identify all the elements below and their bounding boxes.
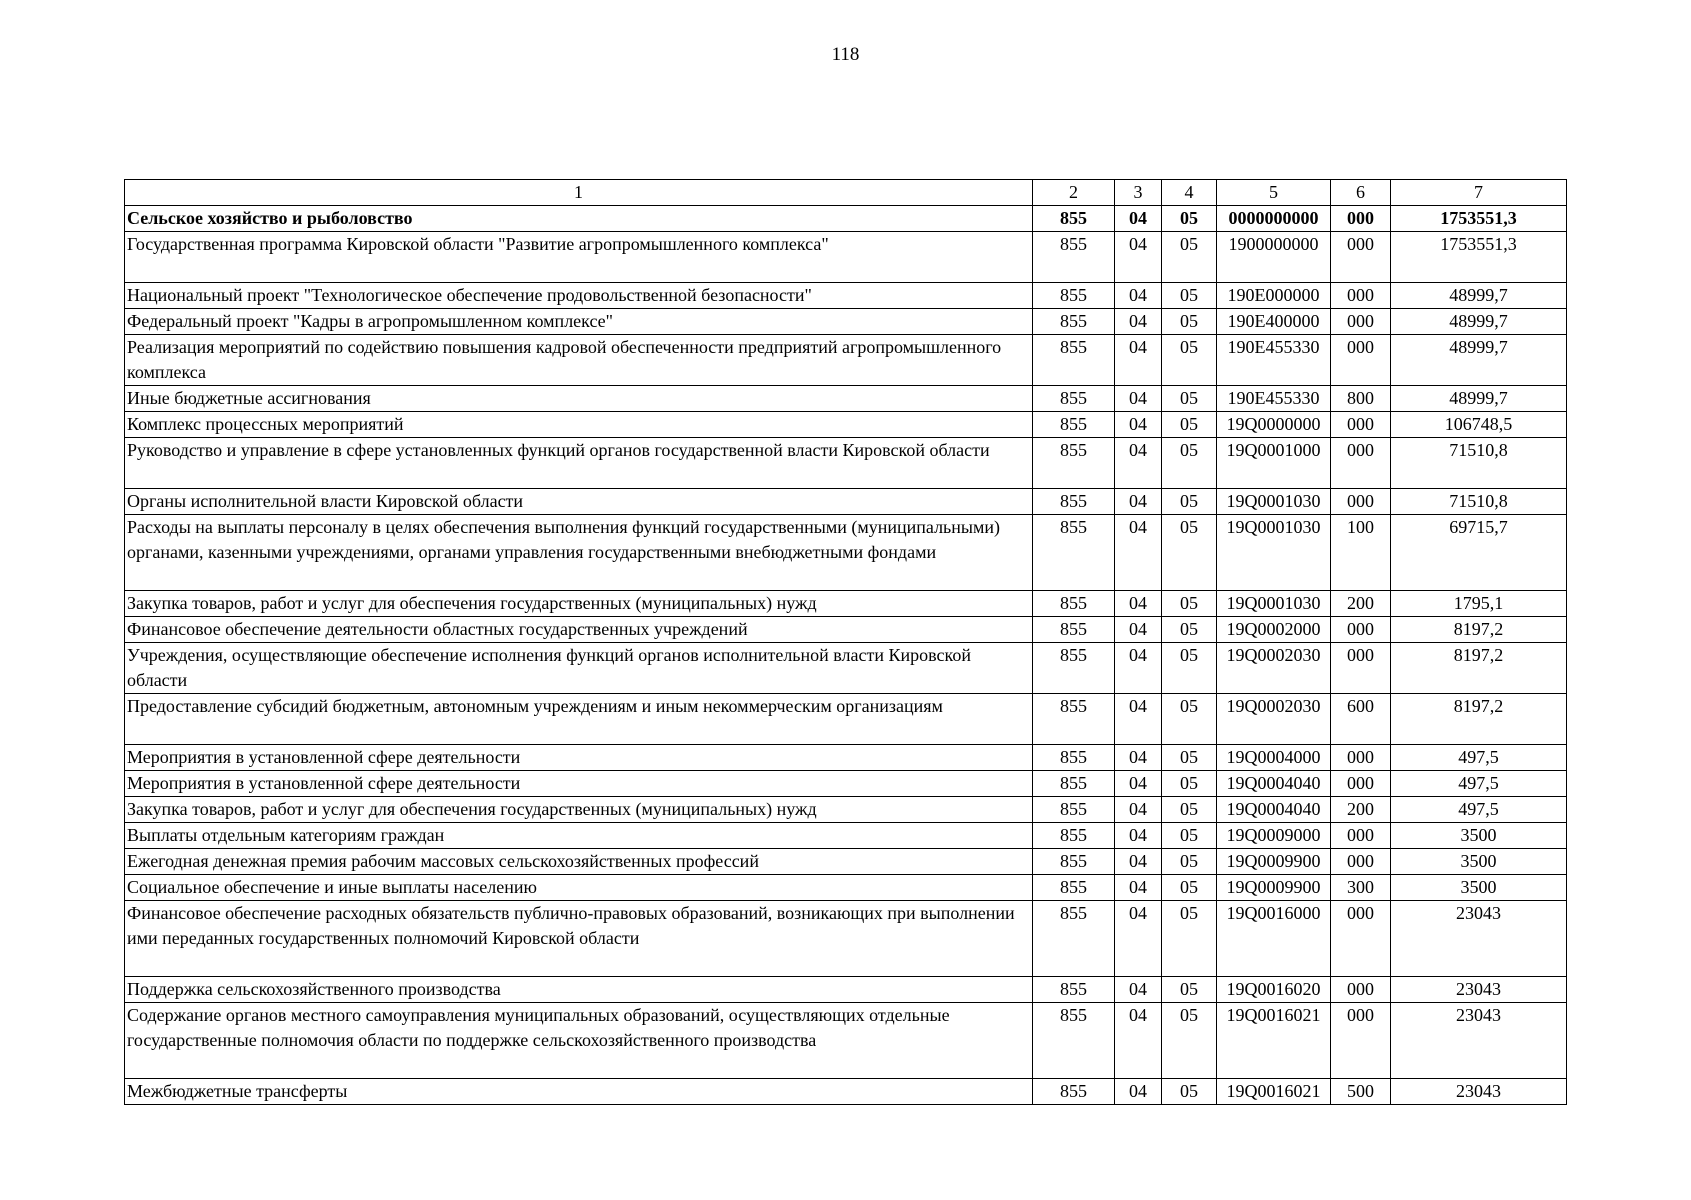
table-row	[125, 849, 1567, 875]
table-row	[125, 745, 1567, 771]
row-target-code: 19Q0002030	[1217, 643, 1331, 694]
row-target-code: 19Q0001000	[1217, 438, 1331, 489]
row-name: Мероприятия в установленной сфере деятельности	[125, 771, 1033, 797]
table-row	[125, 694, 1567, 745]
table-row	[125, 232, 1567, 283]
row-section-code: 04	[1115, 977, 1162, 1003]
row-expense-type-code: 300	[1331, 875, 1391, 901]
row-amount: 3500	[1391, 849, 1567, 875]
row-expense-type-code: 000	[1331, 771, 1391, 797]
row-ministry-code: 855	[1033, 977, 1115, 1003]
row-amount: 71510,8	[1391, 489, 1567, 515]
row-amount: 23043	[1391, 1003, 1567, 1079]
row-subsection-code: 05	[1162, 1079, 1217, 1105]
row-target-code: 19Q0016020	[1217, 977, 1331, 1003]
row-ministry-code: 855	[1033, 309, 1115, 335]
row-subsection-code: 05	[1162, 515, 1217, 591]
row-target-code: 1900000000	[1217, 232, 1331, 283]
row-subsection-code: 05	[1162, 232, 1217, 283]
table-row	[125, 412, 1567, 438]
row-expense-type-code: 000	[1331, 335, 1391, 386]
table-row	[125, 901, 1567, 977]
table-row	[125, 1003, 1567, 1079]
row-name: Учреждения, осуществляющие обеспечение исполнения функций органов исполнительной власти Кировской области	[125, 643, 1033, 694]
row-subsection-code: 05	[1162, 643, 1217, 694]
table-row	[125, 591, 1567, 617]
row-subsection-code: 05	[1162, 206, 1217, 232]
row-section-code: 04	[1115, 771, 1162, 797]
row-target-code: 19Q0009900	[1217, 849, 1331, 875]
table-row	[125, 1079, 1567, 1105]
row-target-code: 190E455330	[1217, 335, 1331, 386]
row-ministry-code: 855	[1033, 849, 1115, 875]
header-col-4: 4	[1162, 180, 1217, 206]
row-target-code: 190E000000	[1217, 283, 1331, 309]
row-subsection-code: 05	[1162, 771, 1217, 797]
row-ministry-code: 855	[1033, 643, 1115, 694]
row-target-code: 190E400000	[1217, 309, 1331, 335]
row-expense-type-code: 000	[1331, 901, 1391, 977]
row-expense-type-code: 000	[1331, 438, 1391, 489]
row-ministry-code: 855	[1033, 875, 1115, 901]
row-section-code: 04	[1115, 283, 1162, 309]
budget-table	[124, 179, 1567, 1105]
row-target-code: 19Q0004040	[1217, 771, 1331, 797]
row-ministry-code: 855	[1033, 901, 1115, 977]
row-name: Закупка товаров, работ и услуг для обеспечения государственных (муниципальных) нужд	[125, 797, 1033, 823]
row-target-code: 19Q0000000	[1217, 412, 1331, 438]
row-subsection-code: 05	[1162, 849, 1217, 875]
page-number: 118	[831, 44, 860, 65]
row-expense-type-code: 200	[1331, 591, 1391, 617]
table-row	[125, 335, 1567, 386]
row-section-code: 04	[1115, 309, 1162, 335]
header-col-5: 5	[1217, 180, 1331, 206]
table-row	[125, 797, 1567, 823]
row-expense-type-code: 100	[1331, 515, 1391, 591]
row-ministry-code: 855	[1033, 515, 1115, 591]
row-section-code: 04	[1115, 206, 1162, 232]
row-name: Предоставление субсидий бюджетным, автономным учреждениям и иным некоммерческим организациям	[125, 694, 1033, 745]
row-amount: 497,5	[1391, 745, 1567, 771]
row-ministry-code: 855	[1033, 412, 1115, 438]
row-section-code: 04	[1115, 412, 1162, 438]
row-name: Реализация мероприятий по содействию повышения кадровой обеспеченности предприятий агропромышленного комплекса	[125, 335, 1033, 386]
row-ministry-code: 855	[1033, 617, 1115, 643]
row-target-code: 19Q0001030	[1217, 515, 1331, 591]
row-section-code: 04	[1115, 875, 1162, 901]
row-section-code: 04	[1115, 1003, 1162, 1079]
row-subsection-code: 05	[1162, 1003, 1217, 1079]
row-ministry-code: 855	[1033, 797, 1115, 823]
row-expense-type-code: 000	[1331, 232, 1391, 283]
row-amount: 23043	[1391, 901, 1567, 977]
row-amount: 23043	[1391, 977, 1567, 1003]
row-ministry-code: 855	[1033, 335, 1115, 386]
row-name: Федеральный проект "Кадры в агропромышленном комплексе"	[125, 309, 1033, 335]
row-subsection-code: 05	[1162, 745, 1217, 771]
table-row	[125, 489, 1567, 515]
row-ministry-code: 855	[1033, 771, 1115, 797]
row-amount: 8197,2	[1391, 694, 1567, 745]
row-section-code: 04	[1115, 823, 1162, 849]
row-section-code: 04	[1115, 591, 1162, 617]
row-subsection-code: 05	[1162, 489, 1217, 515]
table-row	[125, 206, 1567, 232]
row-subsection-code: 05	[1162, 335, 1217, 386]
row-name: Иные бюджетные ассигнования	[125, 386, 1033, 412]
row-expense-type-code: 200	[1331, 797, 1391, 823]
row-name: Комплекс процессных мероприятий	[125, 412, 1033, 438]
row-ministry-code: 855	[1033, 1003, 1115, 1079]
row-section-code: 04	[1115, 232, 1162, 283]
table-row	[125, 283, 1567, 309]
row-section-code: 04	[1115, 643, 1162, 694]
row-expense-type-code: 000	[1331, 977, 1391, 1003]
table-row	[125, 617, 1567, 643]
row-expense-type-code: 800	[1331, 386, 1391, 412]
row-subsection-code: 05	[1162, 283, 1217, 309]
row-subsection-code: 05	[1162, 797, 1217, 823]
row-expense-type-code: 000	[1331, 1003, 1391, 1079]
row-target-code: 19Q0004000	[1217, 745, 1331, 771]
row-section-code: 04	[1115, 515, 1162, 591]
row-expense-type-code: 000	[1331, 823, 1391, 849]
row-subsection-code: 05	[1162, 977, 1217, 1003]
row-name: Национальный проект "Технологическое обеспечение продовольственной безопасности"	[125, 283, 1033, 309]
row-section-code: 04	[1115, 901, 1162, 977]
row-section-code: 04	[1115, 694, 1162, 745]
table-row	[125, 386, 1567, 412]
row-target-code: 19Q0009000	[1217, 823, 1331, 849]
table-row	[125, 643, 1567, 694]
row-expense-type-code: 000	[1331, 283, 1391, 309]
row-amount: 71510,8	[1391, 438, 1567, 489]
row-amount: 106748,5	[1391, 412, 1567, 438]
table-row	[125, 823, 1567, 849]
row-subsection-code: 05	[1162, 309, 1217, 335]
row-subsection-code: 05	[1162, 823, 1217, 849]
row-target-code: 19Q0002000	[1217, 617, 1331, 643]
row-expense-type-code: 000	[1331, 206, 1391, 232]
row-ministry-code: 855	[1033, 283, 1115, 309]
row-subsection-code: 05	[1162, 694, 1217, 745]
row-amount: 3500	[1391, 823, 1567, 849]
row-target-code: 19Q0001030	[1217, 591, 1331, 617]
row-expense-type-code: 500	[1331, 1079, 1391, 1105]
row-expense-type-code: 000	[1331, 617, 1391, 643]
row-amount: 1753551,3	[1391, 206, 1567, 232]
row-ministry-code: 855	[1033, 745, 1115, 771]
row-subsection-code: 05	[1162, 412, 1217, 438]
row-expense-type-code: 000	[1331, 412, 1391, 438]
row-name: Финансовое обеспечение расходных обязательств публично-правовых образований, возникающих при выполнении ими переданных государственных полномочий Кировской области	[125, 901, 1033, 977]
row-amount: 69715,7	[1391, 515, 1567, 591]
row-target-code: 190E455330	[1217, 386, 1331, 412]
row-amount: 497,5	[1391, 771, 1567, 797]
row-ministry-code: 855	[1033, 1079, 1115, 1105]
row-name: Социальное обеспечение и иные выплаты населению	[125, 875, 1033, 901]
row-section-code: 04	[1115, 617, 1162, 643]
row-name: Финансовое обеспечение деятельности областных государственных учреждений	[125, 617, 1033, 643]
header-col-3: 3	[1115, 180, 1162, 206]
header-row	[125, 180, 1567, 206]
row-name: Выплаты отдельным категориям граждан	[125, 823, 1033, 849]
row-target-code: 19Q0009900	[1217, 875, 1331, 901]
row-expense-type-code: 000	[1331, 745, 1391, 771]
row-section-code: 04	[1115, 489, 1162, 515]
row-ministry-code: 855	[1033, 206, 1115, 232]
row-expense-type-code: 000	[1331, 489, 1391, 515]
row-amount: 23043	[1391, 1079, 1567, 1105]
table-row	[125, 875, 1567, 901]
row-name: Государственная программа Кировской области "Развитие агропромышленного комплекса"	[125, 232, 1033, 283]
row-name: Содержание органов местного самоуправления муниципальных образований, осуществляющих отдельные государственные полномочия области по поддержке сельскохозяйственного производства	[125, 1003, 1033, 1079]
row-subsection-code: 05	[1162, 591, 1217, 617]
row-target-code: 19Q0004040	[1217, 797, 1331, 823]
row-section-code: 04	[1115, 797, 1162, 823]
row-ministry-code: 855	[1033, 438, 1115, 489]
row-subsection-code: 05	[1162, 617, 1217, 643]
table-row	[125, 977, 1567, 1003]
row-amount: 48999,7	[1391, 283, 1567, 309]
row-target-code: 19Q0016000	[1217, 901, 1331, 977]
row-section-code: 04	[1115, 849, 1162, 875]
row-target-code: 0000000000	[1217, 206, 1331, 232]
header-col-2: 2	[1033, 180, 1115, 206]
header-col-6: 6	[1331, 180, 1391, 206]
row-amount: 3500	[1391, 875, 1567, 901]
row-target-code: 19Q0001030	[1217, 489, 1331, 515]
row-ministry-code: 855	[1033, 823, 1115, 849]
row-section-code: 04	[1115, 335, 1162, 386]
row-amount: 48999,7	[1391, 335, 1567, 386]
row-target-code: 19Q0016021	[1217, 1079, 1331, 1105]
row-amount: 8197,2	[1391, 617, 1567, 643]
row-name: Закупка товаров, работ и услуг для обеспечения государственных (муниципальных) нужд	[125, 591, 1033, 617]
header-col-1: 1	[125, 180, 1033, 206]
table-row	[125, 771, 1567, 797]
row-name: Органы исполнительной власти Кировской области	[125, 489, 1033, 515]
row-name: Ежегодная денежная премия рабочим массовых сельскохозяйственных профессий	[125, 849, 1033, 875]
table-row	[125, 438, 1567, 489]
row-target-code: 19Q0016021	[1217, 1003, 1331, 1079]
row-section-code: 04	[1115, 386, 1162, 412]
row-amount: 48999,7	[1391, 309, 1567, 335]
row-name: Мероприятия в установленной сфере деятельности	[125, 745, 1033, 771]
table-body	[125, 206, 1567, 1105]
header-col-7: 7	[1391, 180, 1567, 206]
row-ministry-code: 855	[1033, 694, 1115, 745]
row-expense-type-code: 000	[1331, 643, 1391, 694]
row-name: Руководство и управление в сфере установленных функций органов государственной власти Кировской области	[125, 438, 1033, 489]
row-target-code: 19Q0002030	[1217, 694, 1331, 745]
row-ministry-code: 855	[1033, 489, 1115, 515]
row-amount: 1753551,3	[1391, 232, 1567, 283]
row-section-code: 04	[1115, 745, 1162, 771]
row-name: Поддержка сельскохозяйственного производства	[125, 977, 1033, 1003]
row-subsection-code: 05	[1162, 386, 1217, 412]
row-subsection-code: 05	[1162, 901, 1217, 977]
row-name: Расходы на выплаты персоналу в целях обеспечения выполнения функций государственными (муниципальными) органами, казенными учреждениями, органами управления государственными внебюджетными фондами	[125, 515, 1033, 591]
row-ministry-code: 855	[1033, 591, 1115, 617]
row-amount: 8197,2	[1391, 643, 1567, 694]
row-subsection-code: 05	[1162, 438, 1217, 489]
row-section-code: 04	[1115, 1079, 1162, 1105]
row-expense-type-code: 000	[1331, 849, 1391, 875]
row-amount: 497,5	[1391, 797, 1567, 823]
row-expense-type-code: 000	[1331, 309, 1391, 335]
row-amount: 1795,1	[1391, 591, 1567, 617]
row-ministry-code: 855	[1033, 232, 1115, 283]
row-expense-type-code: 600	[1331, 694, 1391, 745]
row-amount: 48999,7	[1391, 386, 1567, 412]
row-ministry-code: 855	[1033, 386, 1115, 412]
table-row	[125, 309, 1567, 335]
row-subsection-code: 05	[1162, 875, 1217, 901]
row-name: Сельское хозяйство и рыболовство	[125, 206, 1033, 232]
row-name: Межбюджетные трансферты	[125, 1079, 1033, 1105]
row-section-code: 04	[1115, 438, 1162, 489]
table-row	[125, 515, 1567, 591]
